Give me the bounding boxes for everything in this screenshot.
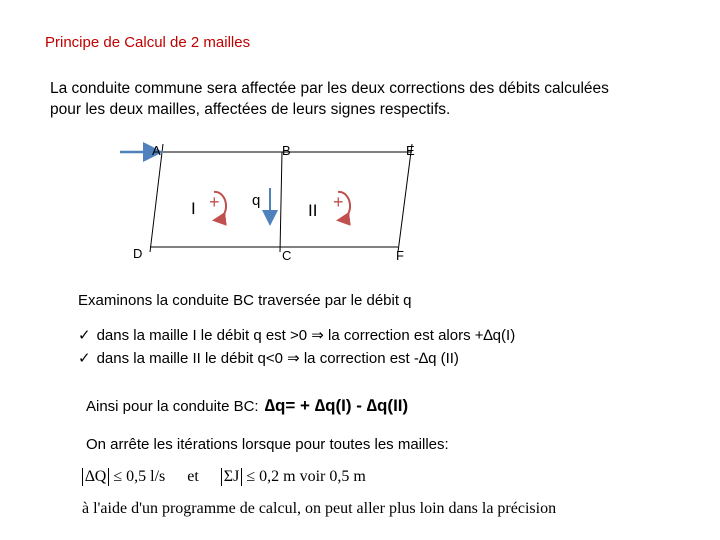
check-item-2	[78, 349, 459, 367]
flow-q-label: q	[252, 192, 261, 209]
intro-line-2: pour les deux mailles, affectées de leurs signes respectifs.	[50, 101, 451, 118]
node-F-label: F	[396, 248, 404, 263]
flow-criterion-abs: ∆Q	[82, 468, 109, 486]
check-item-1	[78, 326, 515, 344]
correction-formula: ∆q= + ∆q(I) - ∆q(II)	[264, 396, 409, 415]
loop-II-label: II	[308, 201, 318, 220]
pipe-BC	[280, 152, 282, 252]
check-item-2-text: dans la maille II le débit q<0 ⇒ la correction est -∆q (II)	[96, 350, 459, 367]
node-B-label: B	[282, 143, 291, 158]
checkmark-icon: ✓	[78, 326, 91, 344]
flow-criterion-value: ≤ 0,5 l/s	[113, 468, 166, 485]
pipe-AD	[150, 144, 163, 252]
ainsi-text: Ainsi pour la conduite BC:	[86, 398, 259, 415]
loop-I-plus-sign: +	[209, 192, 220, 212]
pipe-EF	[398, 144, 412, 252]
node-E-label: E	[406, 143, 415, 158]
node-A-label: A	[152, 143, 161, 158]
intro-line-1: La conduite commune sera affectée par les deux corrections des débits calculées	[50, 80, 609, 97]
footer-note: à l'aide d'un programme de calcul, on peut aller plus loin dans la précision	[82, 500, 557, 517]
loop-I-label: I	[191, 199, 196, 218]
node-D-label: D	[133, 246, 143, 261]
ainsi-line	[86, 396, 408, 416]
checkmark-icon: ✓	[78, 349, 91, 367]
check-item-1-text: dans la maille I le débit q est >0 ⇒ la correction est alors +∆q(I)	[96, 327, 516, 344]
criteria-connector: et	[187, 468, 199, 485]
slide-title: Principe de Calcul de 2 mailles	[45, 34, 251, 51]
loop-II-plus-sign: +	[333, 192, 344, 212]
head-criterion-abs: ΣJ	[221, 468, 243, 486]
stop-criterion-text: On arrête les itérations lorsque pour toutes les mailles:	[86, 436, 449, 453]
stop-criteria-formula	[82, 468, 366, 486]
head-criterion-value: ≤ 0,2 m voir 0,5 m	[246, 468, 366, 485]
node-C-label: C	[282, 248, 292, 263]
examine-text: Examinons la conduite BC traversée par le débit q	[78, 292, 412, 309]
